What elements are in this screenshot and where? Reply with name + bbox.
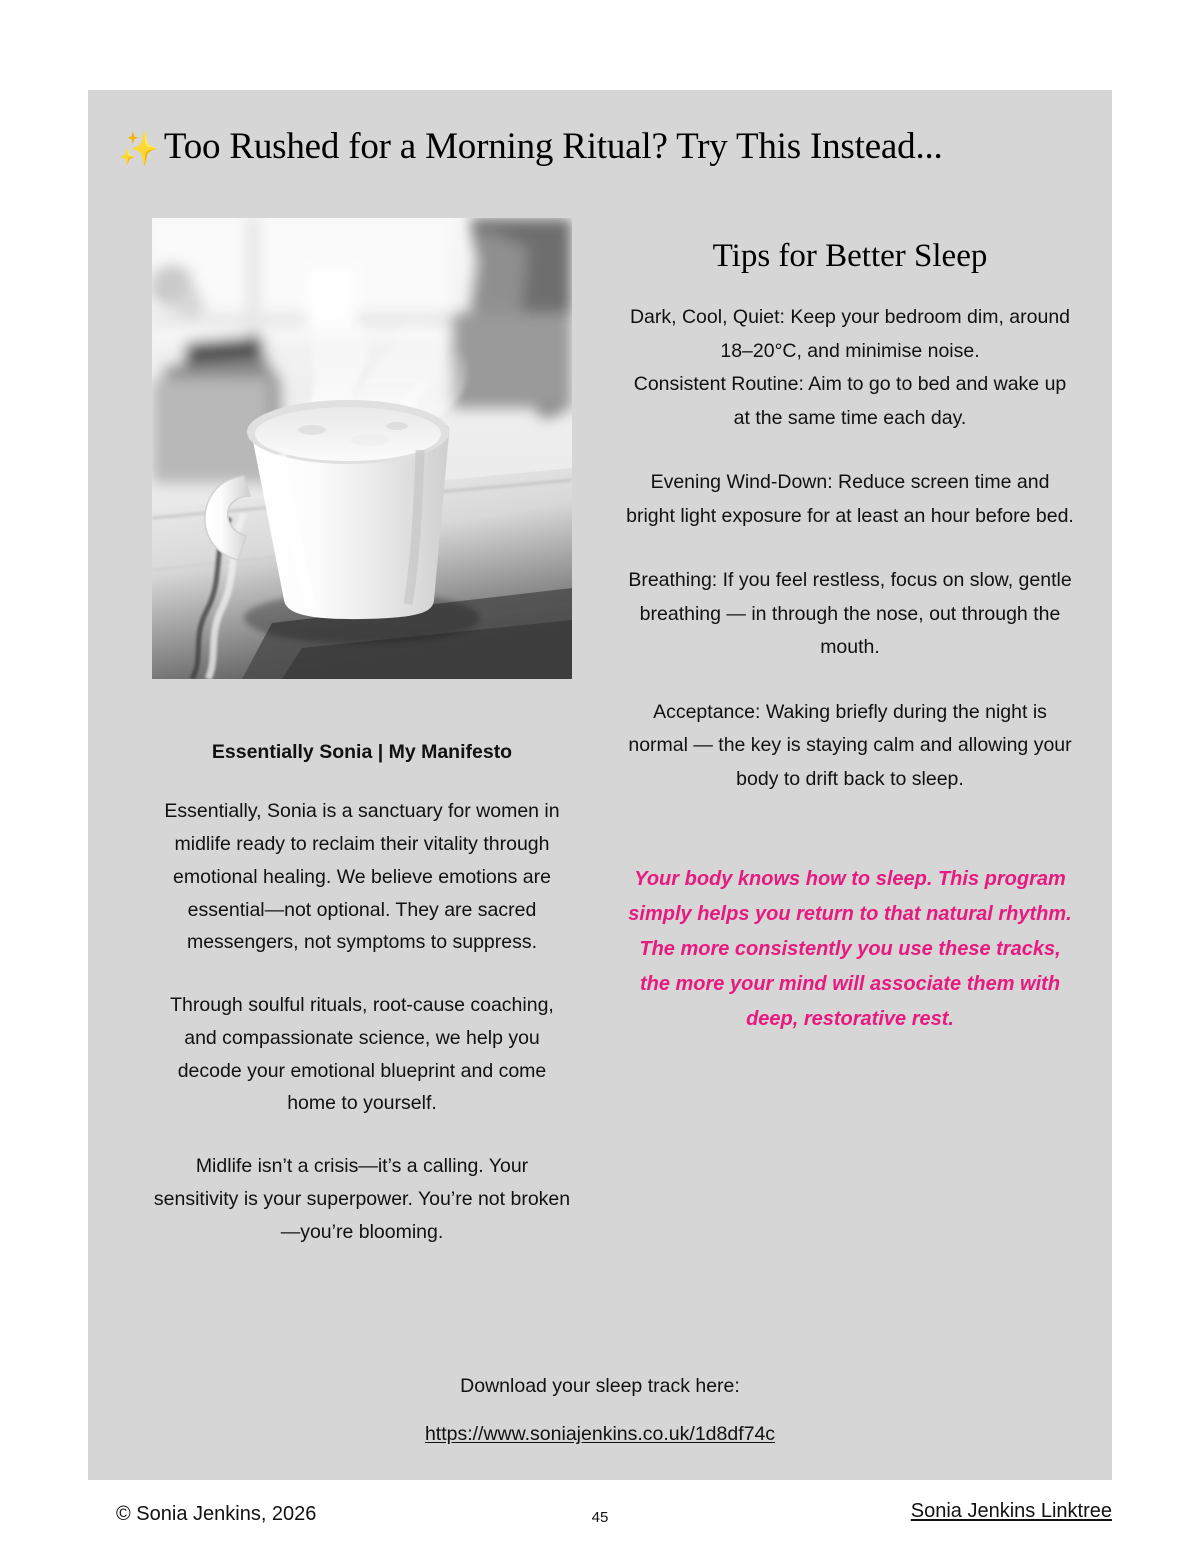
footer-page-number: 45 [591,1509,609,1526]
tip-item-consistent-routine: Consistent Routine: Aim to go to bed and wake up at the same time each day. [633,373,1067,429]
manifesto-section [152,739,572,1248]
manifesto-paragraph-2: Through soulful rituals, root-cause coaching, and compassionate science, we help you decode your emotional blueprint and come home to yourself. [170,994,554,1115]
footer-copyright: © Sonia Jenkins, 2026 [116,1503,317,1525]
sparkles-icon: ✨ [118,129,159,168]
highlight-note: Your body knows how to sleep. This program simply helps you return to that natural rhythm. The more consistently you use these tracks, the more your mind will associate them with deep, restorative rest. [628,868,1072,1031]
download-section [88,1371,1112,1446]
manifesto-paragraph-1: Essentially, Sonia is a sanctuary for women in midlife ready to reclaim their vitality through emotional healing. We believe emotions are essential—not optional. They are sacred messengers, not symptoms to suppress. [164,800,560,954]
tip-item-breathing: Breathing: If you feel restless, focus on slow, gentle breathing — in through the nose, out through the mouth. [628,569,1072,659]
coffee-mug-photo [152,218,572,679]
download-label: Download your sleep track here: [460,1374,740,1397]
page-title-text: Too Rushed for a Morning Ritual? Try This Instead... [163,126,943,167]
body-columns [88,218,1112,1248]
tip-item-dark-cool-quiet: Dark, Cool, Quiet: Keep your bedroom dim, around 18–20°C, and minimise noise. [629,306,1071,362]
download-link[interactable]: https://www.soniajenkins.co.uk/1d8df74c [424,1423,776,1445]
manifesto-heading: Essentially Sonia | My Manifesto [211,741,513,763]
page-title [118,125,1098,169]
right-column [600,218,1112,1037]
content-panel [88,90,1112,1480]
left-column [88,218,600,1248]
tips-heading: Tips for Better Sleep [712,238,988,274]
page-footer [88,1495,1112,1545]
tip-item-acceptance: Acceptance: Waking briefly during the night is normal — the key is staying calm and allowing your body to drift back to sleep. [628,700,1072,790]
manifesto-paragraph-3: Midlife isn’t a crisis—it’s a calling. Your sensitivity is your superpower. You’re not broken—you’re blooming. [153,1155,571,1243]
tip-item-evening-wind-down: Evening Wind-Down: Reduce screen time and bright light exposure for at least an hour before bed. [626,471,1074,527]
footer-linktree-link[interactable]: Sonia Jenkins Linktree [910,1500,1112,1522]
